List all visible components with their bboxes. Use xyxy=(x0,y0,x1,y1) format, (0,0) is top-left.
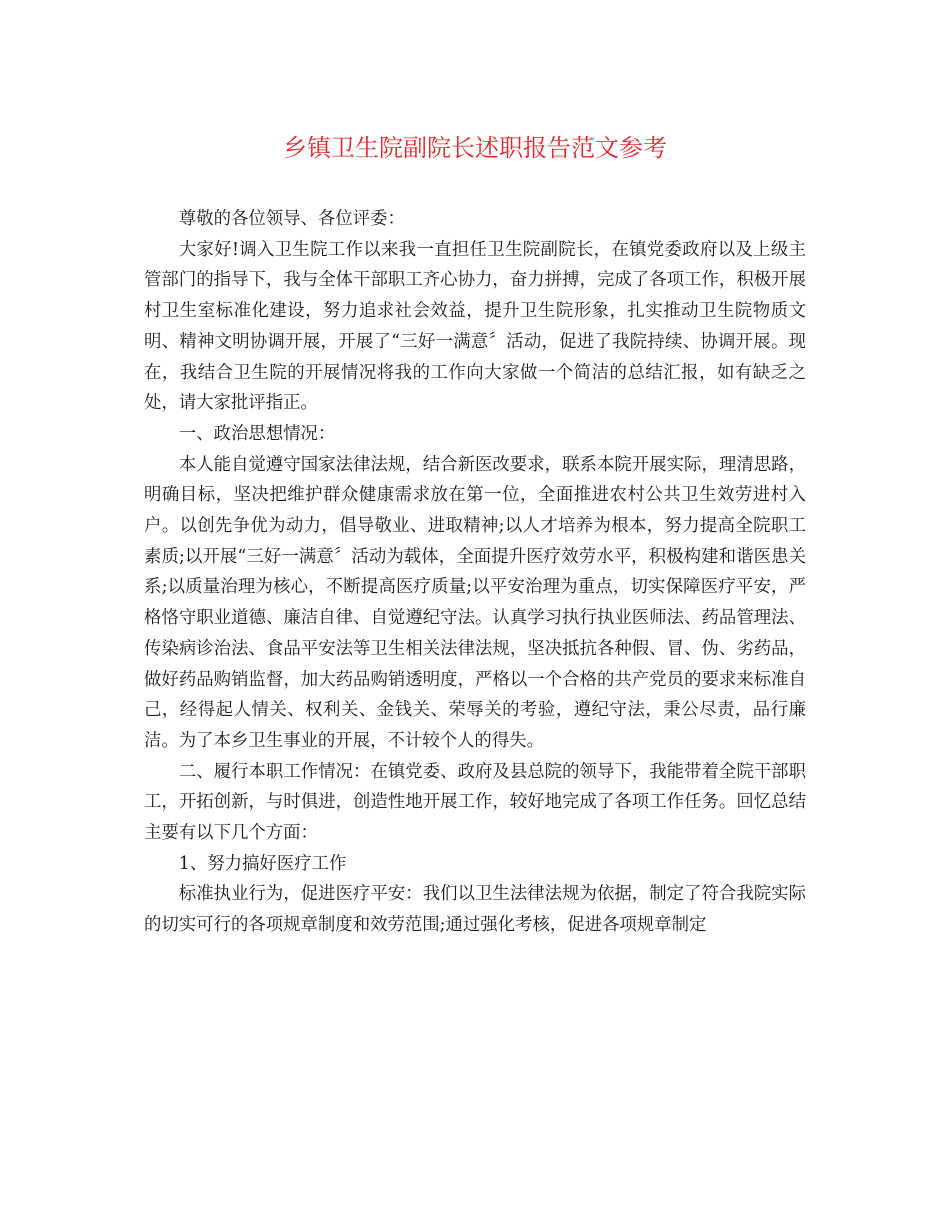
paragraph-salutation: 尊敬的各位领导、各位评委： xyxy=(178,209,405,229)
paragraph-political: 本人能自觉遵守国家法律法规，结合新医改要求，联系本院开展实际，理清思路，明确目标，坚决把维护群众健康需求放在第一位，全面推进农村公共卫生效劳进村入户。以创先争优为动力，倡导敬业、进取精神;以人才培养为根本，努力提高全院职工素质;以开展“三好一满意〞活动为载体，全面提升医疗效劳水平，积极构建和谐医患关系;以质量治理为核心，不断提高医疗质量;以平安治理为重点，切实保障医疗平安，严格恪守职业道德、廉洁自律、自觉遵纪守法。认真学习执行执业医师法、药品管理法、传染病诊治法、食品平安法等卫生相关法律法规，坚决抵抗各种假、冒、伪、劣药品，做好药品购销监督，加大药品购销透明度，严格以一个合格的共产党员的要求来标准自己，经得起人情关、权利关、金钱关、荣辱关的考验，遵纪守法，秉公尽责，品行廉洁。为了本乡卫生事业的开展，不计较个人的得失。 xyxy=(144,454,806,751)
document-title: 乡镇卫生院副院长述职报告范文参考 xyxy=(283,134,667,162)
paragraph-medical: 标准执业行为，促进医疗平安：我们以卫生法律法规为依据，制定了符合我院实际的切实可行的各项规章制度和效劳范围;通过强化考核，促进各项规章制定 xyxy=(144,884,806,936)
section-heading-medical: 1、努力搞好医疗工作 xyxy=(178,853,347,874)
paragraph-duties: 二、履行本职工作情况：在镇党委、政府及县总院的领导下，我能带着全院干部职工，开拓创新，与时俱进，创造性地开展工作，较好地完成了各项工作任务。回忆总结主要有以下几个方面： xyxy=(144,761,806,844)
section-heading-political: 一、政治思想情况： xyxy=(178,423,336,444)
document-body xyxy=(144,204,806,941)
paragraph-greeting: 大家好!调入卫生院工作以来我一直担任卫生院副院长，在镇党委政府以及上级主管部门的指导下，我与全体干部职工齐心协力，奋力拼搏，完成了各项工作，积极开展村卫生室标准化建设，努力追求社会效益，提升卫生院形象，扎实推动卫生院物质文明、精神文明协调开展，开展了“三好一满意〞活动，促进了我院持续、协调开展。现在，我结合卫生院的开展情况将我的工作向大家做一个简洁的总结汇报，如有缺乏之处，请大家批评指正。 xyxy=(144,239,806,414)
